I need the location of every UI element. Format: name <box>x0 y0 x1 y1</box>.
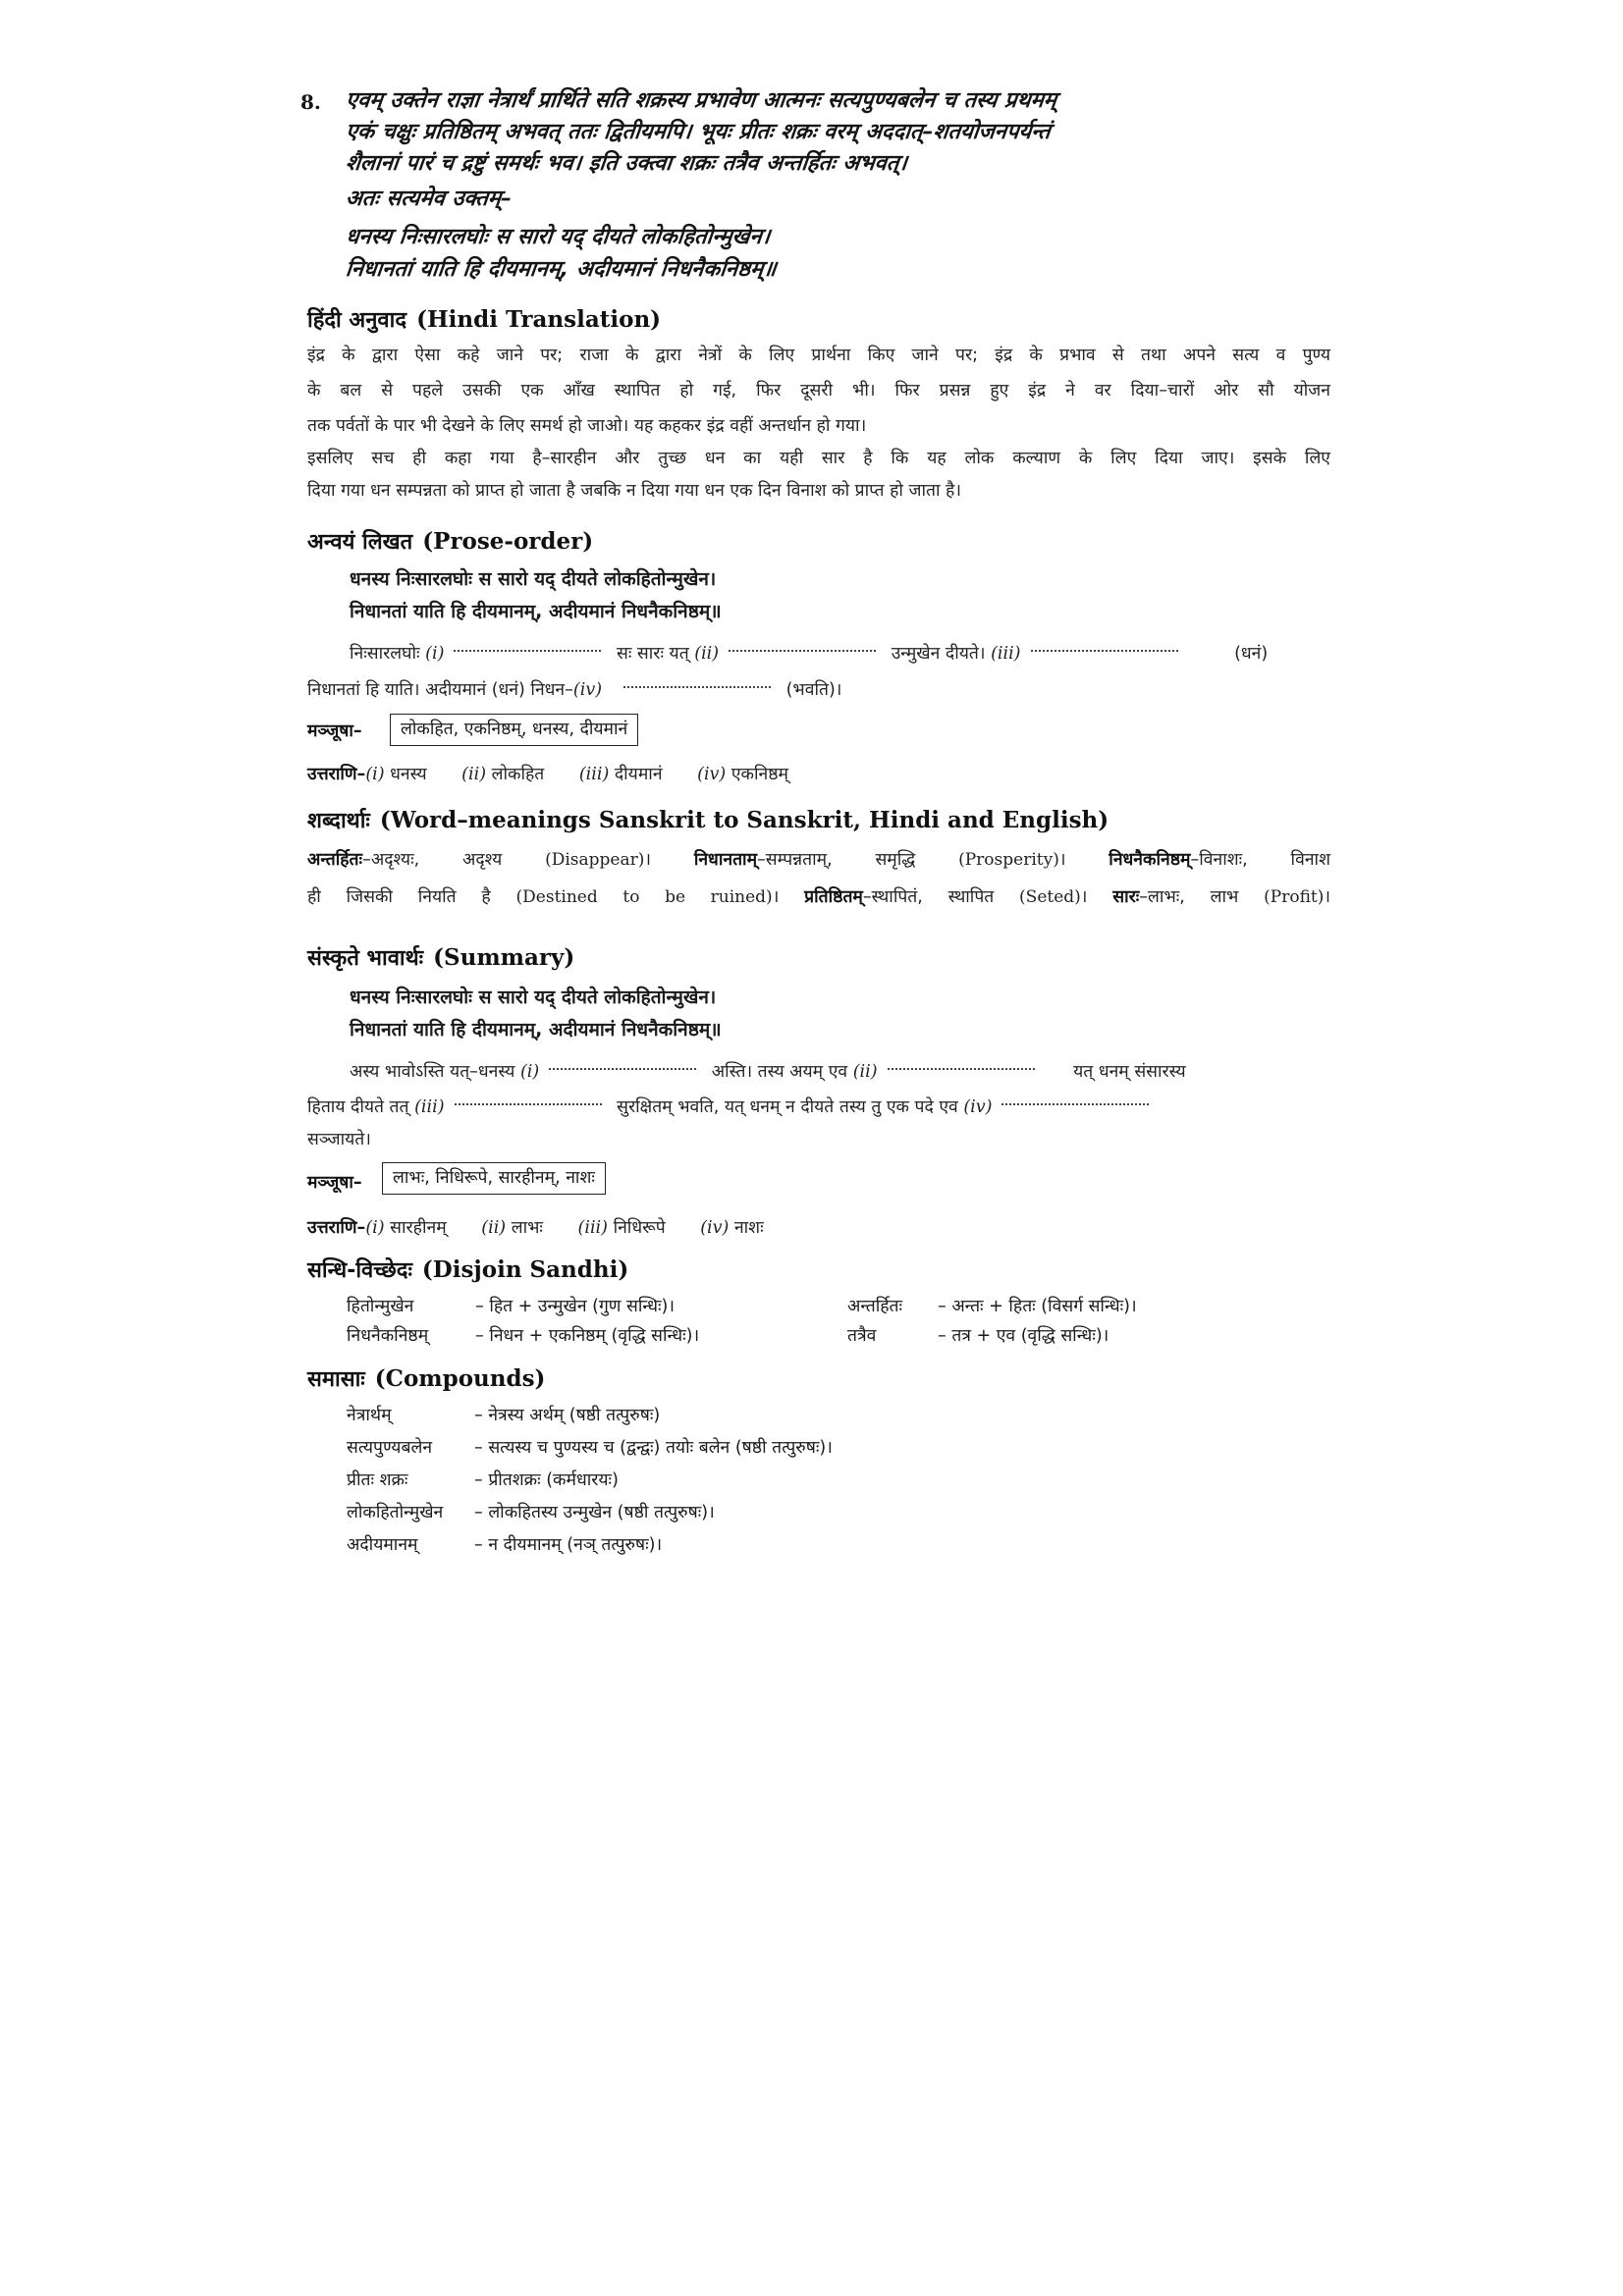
samasa-word: लोकहितोन्मुखेन <box>347 1503 444 1522</box>
answers-line <box>307 767 788 784</box>
sandhi-word: तत्रैव <box>847 1326 877 1346</box>
meaning-en: (Seted) <box>1019 887 1081 907</box>
meaning: ही जिसकी नियति है <box>307 887 516 907</box>
question-number: 8. <box>300 90 321 114</box>
summary-fill-line-2 <box>307 1099 1159 1117</box>
blank-i[interactable] <box>454 646 601 652</box>
sandhi-split: – हित + उन्मुखेन (गुण सन्धिः)। <box>475 1297 675 1316</box>
meaning: –अदृश्यः, अदृश्य <box>362 850 546 870</box>
answer-num: (iii) <box>577 1218 608 1238</box>
text: (धनं) <box>1234 644 1269 664</box>
manjusha-label: मञ्जूषा– <box>307 1173 362 1193</box>
heading-en: (Compounds) <box>374 1365 546 1392</box>
passage-line-2: एकं चक्षुः प्रतिष्ठितम् अभवत् ततः द्वितीयमपि। भूयः प्रीतः शक्रः वरम् अददात्–शतयोजनपर्यन्तं <box>344 120 1052 144</box>
translation-line-4: इसलिए सच ही कहा गया है–सारहीन और तुच्छ धन का यही सार है कि यह लोक कल्याण के लिए दिया जाए। इसके लिए <box>307 449 1330 468</box>
heading-word-meanings <box>307 809 1109 832</box>
answer-num: (iv) <box>700 1218 730 1238</box>
blank-ii[interactable] <box>888 1064 1035 1070</box>
meaning: –विनाशः, विनाश <box>1190 850 1330 870</box>
blank-marker: (i) <box>425 644 445 664</box>
meaning-en: (Destined to be ruined) <box>515 887 773 907</box>
answer-word: लोकहित <box>491 765 545 784</box>
answer-num: (ii) <box>481 1218 507 1238</box>
translation-line-1: इंद्र के द्वारा ऐसा कहे जाने पर; राजा के द्वारा नेत्रों के लिए प्रार्थना किए जाने पर; इंद्र के प्रभाव से तथा अपने सत्य व पुण्य <box>307 346 1330 365</box>
heading-en: (Prose-order) <box>422 528 594 555</box>
blank-marker: (iv) <box>572 680 603 700</box>
answer-num: (ii) <box>461 765 487 784</box>
heading-hindi-translation <box>307 308 661 332</box>
punct: । <box>644 850 694 870</box>
blank-marker: (ii) <box>852 1062 878 1082</box>
answer-num: (iv) <box>697 765 727 784</box>
manjusha-label: मञ्जूषा– <box>307 721 362 741</box>
text: निःसारलघोः <box>350 644 420 664</box>
samasa-word: अदीयमानम् <box>347 1535 418 1555</box>
answer-word: लाभः <box>511 1218 543 1238</box>
blank-i[interactable] <box>549 1064 696 1070</box>
heading-en: (Disjoin Sandhi) <box>421 1256 629 1283</box>
heading-en: (Summary) <box>433 944 575 971</box>
blank-iii[interactable] <box>1031 646 1178 652</box>
summary-fill-line-1 <box>350 1064 1186 1082</box>
term: प्रतिष्ठितम् <box>804 887 863 907</box>
answer-num: (i) <box>365 765 385 784</box>
blank-iv[interactable] <box>1001 1099 1149 1105</box>
samasa-explanation: – लोकहितस्य उन्मुखेन (षष्ठी तत्पुरुषः)। <box>474 1503 715 1522</box>
text: सुरक्षितम् भवति, यत् धनम् न दीयते तस्य तु एक पदे एव <box>617 1097 958 1117</box>
samasa-word: नेत्रार्थम् <box>347 1406 392 1425</box>
verse-line-1: धनस्य निःसारलघोः स सारो यद् दीयते लोकहितोन्मुखेन। <box>350 568 717 590</box>
heading-hi: अन्वयं लिखत <box>307 530 413 555</box>
samasa-explanation: – सत्यस्य च पुण्यस्य च (द्वन्द्वः) तयोः बलेन (षष्ठी तत्पुरुषः)। <box>474 1438 833 1458</box>
term: अन्तर्हितः <box>307 850 363 870</box>
samasa-word: प्रीतः शक्रः <box>347 1470 408 1490</box>
translation-line-3: तक पर्वतों के पार भी देखने के लिए समर्थ हो जाओ। यह कहकर इंद्र वहीं अन्तर्धान हो गया। <box>307 416 867 436</box>
answer-num: (iii) <box>578 765 610 784</box>
answers-label: उत्तराणि– <box>307 765 366 784</box>
passage-line-1: एवम् उक्तेन राज्ञा नेत्रार्थं प्रार्थिते सति शक्रस्य प्रभावेण आत्मनः सत्यपुण्यबलेन च तस्य प्रथमम् <box>344 88 1058 113</box>
heading-sandhi <box>307 1258 628 1282</box>
passage-line-4: अतः सत्यमेव उक्तम्– <box>344 187 514 211</box>
heading-en: (Word–meanings Sanskrit to Sanskrit, Hindi and English) <box>379 807 1109 833</box>
manjusha-word-box: लाभः, निधिरूपे, सारहीनम्, नाशः <box>382 1162 606 1195</box>
translation-line-2: के बल से पहले उसकी एक आँख स्थापित हो गई, फिर दूसरी भी। फिर प्रसन्न हुए इंद्र ने वर दिया–चारों ओर सौ योजन <box>307 381 1330 400</box>
samasa-explanation: – नेत्रस्य अर्थम् (षष्ठी तत्पुरुषः) <box>474 1406 661 1425</box>
blank-iii[interactable] <box>455 1099 602 1105</box>
manjusha-word-box: लोकहित, एकनिष्ठम्, धनस्य, दीयमानं <box>390 714 638 746</box>
heading-hi: समासाः <box>307 1367 365 1392</box>
answer-word: दीयमानं <box>614 765 663 784</box>
blank-ii[interactable] <box>729 646 876 652</box>
samasa-explanation: – प्रीतशक्रः (कर्मधारयः) <box>474 1470 619 1490</box>
text: यत् धनम् संसारस्य <box>1073 1062 1186 1082</box>
meaning-en: (Prosperity) <box>958 850 1059 870</box>
punct: । <box>1080 887 1113 907</box>
text: निधानतां हि याति। अदीयमानं (धनं) निधन– <box>307 680 573 700</box>
passage-line-3: शैलानां पारं च द्रष्टुं समर्थः भव। इति उक्त्वा शक्रः तत्रैव अन्तर्हितः अभवत्। <box>344 151 909 176</box>
summary-fill-line-3: सञ्जायते। <box>307 1130 371 1149</box>
heading-prose-order <box>307 530 593 554</box>
text: उन्मुखेन दीयते। <box>891 644 986 664</box>
punct: । <box>1058 850 1109 870</box>
heading-hi: हिंदी अनुवाद <box>307 308 407 333</box>
text: अस्ति। तस्य अयम् एव <box>711 1062 848 1082</box>
blank-iv[interactable] <box>623 682 771 688</box>
verse-line-1: धनस्य निःसारलघोः स सारो यद् दीयते लोकहितोन्मुखेन। <box>350 987 717 1008</box>
text: हिताय दीयते तत् <box>307 1097 409 1117</box>
answers-line <box>307 1220 764 1238</box>
text: (भवति)। <box>785 680 842 700</box>
meaning-en: (Profit) <box>1264 887 1325 907</box>
blank-marker: (iii) <box>414 1097 445 1117</box>
sandhi-word: निधनैकनिष्ठम् <box>347 1326 429 1346</box>
sandhi-word: अन्तर्हितः <box>847 1297 903 1316</box>
term: सारः <box>1112 887 1140 907</box>
meaning-en: (Disappear) <box>545 850 645 870</box>
verse-line-1: धनस्य निःसारलघोः स सारो यद् दीयते लोकहितोन्मुखेन। <box>344 225 772 249</box>
translation-line-5: दिया गया धन सम्पन्नता को प्राप्त हो जाता है जबकि न दिया गया धन एक दिन विनाश को प्राप्त हो जाता है। <box>307 481 961 501</box>
samasa-word: सत्यपुण्यबलेन <box>347 1438 433 1458</box>
term: निधनैकनिष्ठम् <box>1109 850 1191 870</box>
sandhi-split: – तत्र + एव (वृद्धि सन्धिः)। <box>938 1326 1109 1346</box>
blank-marker: (iii) <box>991 644 1021 664</box>
term: निधानताम् <box>693 850 758 870</box>
sandhi-word: हितोन्मुखेन <box>347 1297 414 1316</box>
heading-summary <box>307 946 574 970</box>
verse-line-2: निधानतां याति हि दीयमानम्, अदीयमानं निधनैकनिष्ठम्॥ <box>350 601 722 622</box>
verse-line-2: निधानतां याति हि दीयमानम्, अदीयमानं निधनैकनिष्ठम्॥ <box>344 257 778 282</box>
blank-marker: (iv) <box>963 1097 993 1117</box>
blank-marker: (i) <box>519 1062 540 1082</box>
text: अस्य भावोऽस्ति यत्–धनस्य <box>350 1062 515 1082</box>
answer-word: निधिरूपे <box>613 1218 666 1238</box>
answer-word: नाशः <box>733 1218 764 1238</box>
answer-word: सारहीनम् <box>390 1218 447 1238</box>
answers-label: उत्तराणि– <box>307 1218 366 1238</box>
heading-hi: शब्दार्थाः <box>307 809 370 833</box>
samasa-explanation: – न दीयमानम् (नञ् तत्पुरुषः)। <box>474 1535 663 1555</box>
word-meanings-line-2 <box>307 889 1330 907</box>
meaning: –लाभः, लाभ <box>1139 887 1265 907</box>
blank-marker: (ii) <box>694 644 720 664</box>
meaning: –सम्पन्नताम्, समृद्धि <box>757 850 959 870</box>
answer-word: एकनिष्ठम् <box>730 765 788 784</box>
word-meanings-line-1 <box>307 852 1330 870</box>
heading-en: (Hindi Translation) <box>416 306 662 333</box>
punct: । <box>772 887 805 907</box>
fill-line-2 <box>307 682 841 700</box>
heading-hi: सन्धि-विच्छेदः <box>307 1258 412 1283</box>
answer-word: धनस्य <box>390 765 427 784</box>
sandhi-split: – निधन + एकनिष्ठम् (वृद्धि सन्धिः)। <box>475 1326 700 1346</box>
punct: । <box>1324 887 1331 907</box>
heading-hi: संस्कृते भावार्थः <box>307 946 424 971</box>
sandhi-split: – अन्तः + हितः (विसर्ग सन्धिः)। <box>938 1297 1137 1316</box>
fill-line-1 <box>350 646 1268 664</box>
text: सः सारः यत् <box>617 644 689 664</box>
verse-line-2: निधानतां याति हि दीयमानम्, अदीयमानं निधनैकनिष्ठम्॥ <box>350 1019 722 1041</box>
answer-num: (i) <box>365 1218 385 1238</box>
meaning: –स्थापितं, स्थापित <box>862 887 1020 907</box>
heading-samasa <box>307 1367 545 1391</box>
